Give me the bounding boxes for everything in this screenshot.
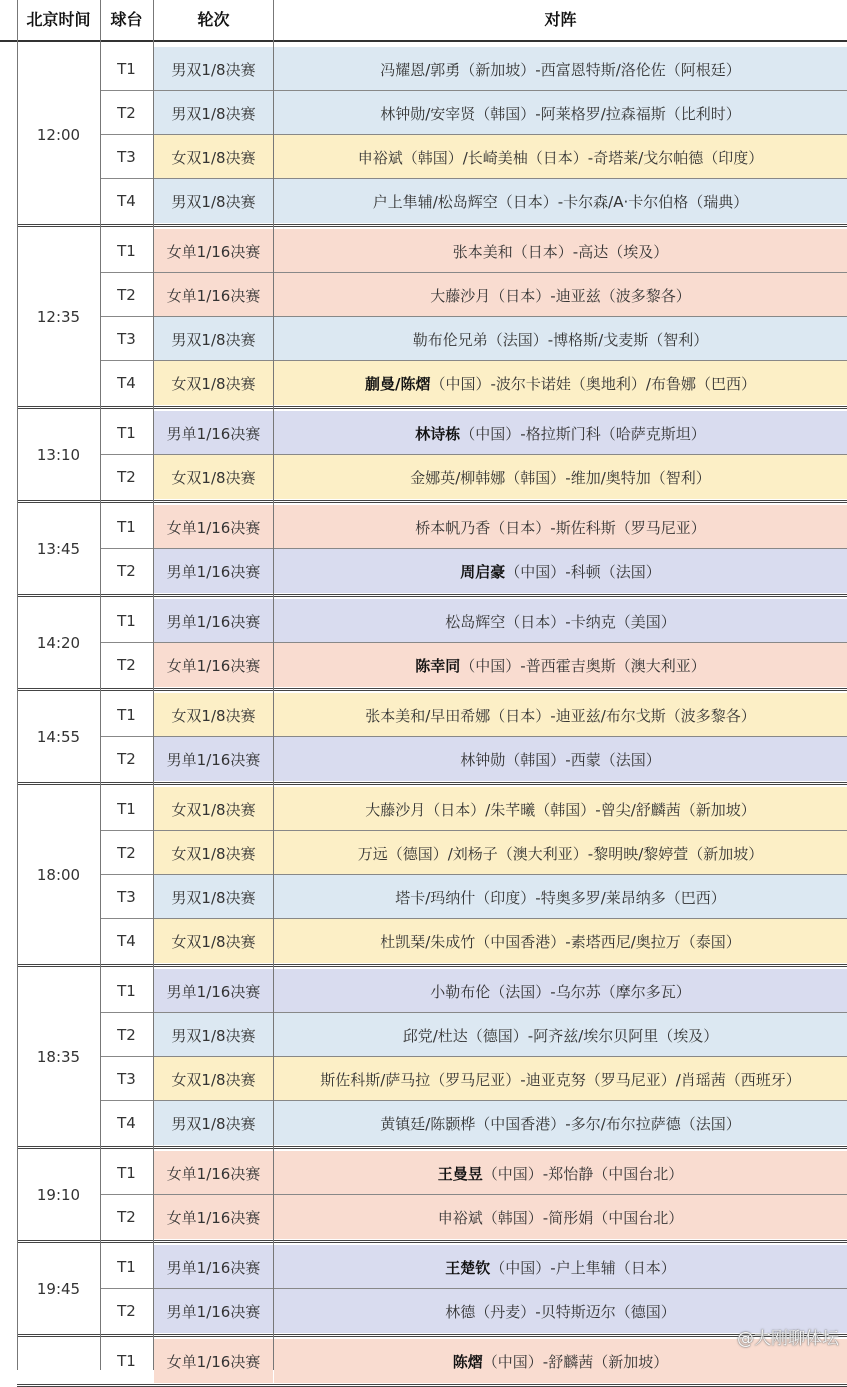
matchup-text: 桥本帆乃香（日本）-斯佐科斯（罗马尼亚） (415, 518, 706, 537)
matchup-text: （中国）-郑怡静（中国台北） (482, 1164, 684, 1183)
round-cell: 男双1/8决赛 (154, 47, 273, 91)
matchup-text: 张本美和（日本）-高达（埃及） (452, 242, 669, 261)
highlighted-player: 周启豪 (460, 562, 506, 581)
table-row (0, 831, 847, 875)
matchup-cell (274, 135, 847, 179)
matchup-text: 申裕斌（韩国）/长崎美柚（日本）-奇塔莱/戈尔帕德（印度） (357, 148, 764, 167)
table-number: T4 (117, 932, 136, 950)
highlighted-player: 蒯曼/陈熠 (365, 374, 431, 393)
table-number: T1 (117, 518, 136, 536)
watermark: @大刚聊体坛 (737, 1329, 839, 1349)
table-row (0, 411, 847, 455)
matchup-text: （中国）-舒麟茜（新加坡） (482, 1352, 669, 1371)
table-number: T2 (117, 468, 136, 486)
time-cell: 18:00 (36, 866, 81, 884)
group-divider (17, 688, 847, 691)
time-group (0, 411, 847, 499)
round-cell: 女双1/8决赛 (154, 831, 273, 875)
matchup-cell (274, 361, 847, 405)
time-cell: 18:35 (36, 1048, 81, 1066)
header-round: 轮次 (197, 10, 230, 29)
matchup-cell (274, 1195, 847, 1239)
table-row (0, 455, 847, 499)
table-row (0, 47, 847, 91)
time-group (0, 1339, 847, 1383)
matchup-text: 小勒布伦（法国）-乌尔苏（摩尔多瓦） (430, 982, 691, 1001)
table-number: T4 (117, 1114, 136, 1132)
round-cell: 男单1/16决赛 (154, 737, 273, 781)
table-row (0, 229, 847, 273)
round-cell: 男双1/8决赛 (154, 875, 273, 919)
table-number: T1 (117, 242, 136, 260)
round-cell: 女双1/8决赛 (154, 919, 273, 963)
time-cell: 12:00 (36, 126, 81, 144)
matchup-text: 户上隼辅/松岛辉空（日本）-卡尔森/A·卡尔伯格（瑞典） (372, 192, 749, 211)
table-number: T1 (117, 1164, 136, 1182)
table-number: T1 (117, 612, 136, 630)
table-row (0, 273, 847, 317)
table-number: T2 (117, 656, 136, 674)
time-group (0, 1151, 847, 1239)
round-cell: 男单1/16决赛 (154, 1245, 273, 1289)
round-cell: 女单1/16决赛 (154, 643, 273, 687)
time-cell: 14:20 (36, 634, 81, 652)
column-divider (273, 0, 274, 1370)
table-row (0, 1013, 847, 1057)
highlighted-player: 陈熠 (452, 1352, 483, 1371)
round-cell: 女双1/8决赛 (154, 1057, 273, 1101)
round-cell: 男单1/16决赛 (154, 411, 273, 455)
table-row (0, 1289, 847, 1333)
matchup-text: （中国）-格拉斯门科（哈萨克斯坦） (460, 424, 706, 443)
round-cell: 男双1/8决赛 (154, 1013, 273, 1057)
matchup-cell (274, 1245, 847, 1289)
time-group (0, 693, 847, 781)
group-divider (17, 500, 847, 503)
matchup-cell (274, 831, 847, 875)
table-row (0, 91, 847, 135)
matchup-cell (274, 273, 847, 317)
table-number: T3 (117, 148, 136, 166)
column-divider (17, 0, 18, 1370)
matchup-text: 林钟勋（韩国）-西蒙（法国） (460, 750, 661, 769)
table-row (0, 505, 847, 549)
round-cell: 女双1/8决赛 (154, 787, 273, 831)
round-cell: 男单1/16决赛 (154, 549, 273, 593)
matchup-text: 黄镇廷/陈颢桦（中国香港）-多尔/布尔拉萨德（法国） (380, 1114, 741, 1133)
table-number: T2 (117, 104, 136, 122)
matchup-cell (274, 693, 847, 737)
matchup-cell (274, 1101, 847, 1145)
header-match: 对阵 (544, 10, 577, 29)
matchup-cell (274, 505, 847, 549)
table-header (0, 0, 847, 42)
matchup-text: 勒布伦兄弟（法国）-博格斯/戈麦斯（智利） (412, 330, 709, 349)
header-time: 北京时间 (26, 10, 91, 29)
matchup-text: （中国）-科顿（法国） (505, 562, 661, 581)
matchup-text: 大藤沙月（日本）-迪亚兹（波多黎各） (430, 286, 691, 305)
table-number: T1 (117, 800, 136, 818)
time-cell: 19:45 (36, 1280, 81, 1298)
round-cell: 女单1/16决赛 (154, 1195, 273, 1239)
table-number: T2 (117, 562, 136, 580)
matchup-cell (274, 549, 847, 593)
matchup-text: 林德（丹麦）-贝特斯迈尔（德国） (445, 1302, 676, 1321)
round-cell: 男单1/16决赛 (154, 599, 273, 643)
matchup-cell (274, 229, 847, 273)
round-cell: 女双1/8决赛 (154, 693, 273, 737)
table-number: T1 (117, 1352, 136, 1370)
round-cell: 女单1/16决赛 (154, 229, 273, 273)
time-group (0, 1245, 847, 1333)
table-number: T2 (117, 1208, 136, 1226)
table-row (0, 643, 847, 687)
matchup-cell (274, 179, 847, 223)
matchup-cell (274, 455, 847, 499)
round-cell: 男双1/8决赛 (154, 317, 273, 361)
table-number: T2 (117, 286, 136, 304)
column-divider (153, 0, 154, 1370)
matchup-text: （中国）-普西霍吉奥斯（澳大利亚） (460, 656, 706, 675)
round-cell: 女双1/8决赛 (154, 135, 273, 179)
table-number: T1 (117, 706, 136, 724)
matchup-cell (274, 599, 847, 643)
table-row (0, 1339, 847, 1383)
matchup-text: 冯耀恩/郭勇（新加坡）-西富恩特斯/洛伦佐（阿根廷） (380, 60, 741, 79)
table-number: T1 (117, 60, 136, 78)
table-row (0, 1151, 847, 1195)
matchup-text: 申裕斌（韩国）-简彤娟（中国台北） (437, 1208, 684, 1227)
round-cell: 女单1/16决赛 (154, 505, 273, 549)
matchup-cell (274, 737, 847, 781)
group-divider (17, 782, 847, 785)
matchup-text: 松岛辉空（日本）-卡纳克（美国） (445, 612, 676, 631)
group-divider (17, 1240, 847, 1243)
time-cell: 14:55 (36, 728, 81, 746)
table-row (0, 1195, 847, 1239)
table-number: T2 (117, 750, 136, 768)
table-row (0, 1057, 847, 1101)
table-row (0, 875, 847, 919)
highlighted-player: 王曼昱 (437, 1164, 483, 1183)
table-number: T1 (117, 982, 136, 1000)
group-divider (17, 406, 847, 409)
column-divider (100, 0, 101, 1370)
table-number: T2 (117, 844, 136, 862)
round-cell: 男双1/8决赛 (154, 91, 273, 135)
matchup-cell (274, 919, 847, 963)
matchup-cell (274, 1057, 847, 1101)
time-group (0, 969, 847, 1145)
time-cell: 13:10 (36, 446, 81, 464)
time-group (0, 787, 847, 963)
table-row (0, 969, 847, 1013)
matchup-text: 林钟勋/安宰贤（韩国）-阿莱格罗/拉森福斯（比利时） (380, 104, 741, 123)
group-divider (17, 1146, 847, 1149)
matchup-text: 万远（德国）/刘杨子（澳大利亚）-黎明映/黎婷萱（新加坡） (357, 844, 764, 863)
table-number: T3 (117, 1070, 136, 1088)
table-row (0, 1101, 847, 1145)
matchup-cell (274, 317, 847, 361)
matchup-text: （中国）-波尔卡诺娃（奥地利）/布鲁娜（巴西） (430, 374, 756, 393)
table-row (0, 549, 847, 593)
matchup-text: 大藤沙月（日本）/朱芊曦（韩国）-曾尖/舒麟茜（新加坡） (365, 800, 756, 819)
table-number: T4 (117, 192, 136, 210)
round-cell: 男双1/8决赛 (154, 179, 273, 223)
group-divider (17, 594, 847, 597)
highlighted-player: 陈幸同 (415, 656, 461, 675)
matchup-text: 金娜英/柳韩娜（韩国）-维加/奥特加（智利） (410, 468, 711, 487)
table-number: T2 (117, 1026, 136, 1044)
time-cell: 13:45 (36, 540, 81, 558)
group-divider (17, 1334, 847, 1337)
time-cell: 12:35 (36, 308, 81, 326)
highlighted-player: 林诗栋 (415, 424, 461, 443)
round-cell: 女双1/8决赛 (154, 361, 273, 405)
table-row (0, 787, 847, 831)
matchup-cell (274, 1151, 847, 1195)
matchup-text: （中国）-户上隼辅（日本） (490, 1258, 676, 1277)
round-cell: 女单1/16决赛 (154, 1339, 273, 1383)
matchup-cell (274, 969, 847, 1013)
table-row (0, 919, 847, 963)
round-cell: 女单1/16决赛 (154, 273, 273, 317)
table-row (0, 599, 847, 643)
table-number: T2 (117, 1302, 136, 1320)
table-row (0, 361, 847, 405)
round-cell: 男双1/8决赛 (154, 1101, 273, 1145)
matchup-cell (274, 411, 847, 455)
round-cell: 男单1/16决赛 (154, 969, 273, 1013)
table-row (0, 135, 847, 179)
matchup-text: 张本美和/早田希娜（日本）-迪亚兹/布尔戈斯（波多黎各） (365, 706, 756, 725)
time-group (0, 505, 847, 593)
time-group (0, 599, 847, 687)
time-cell: 19:10 (36, 1186, 81, 1204)
time-group (0, 47, 847, 223)
table-row (0, 693, 847, 737)
table-number: T4 (117, 374, 136, 392)
matchup-cell (274, 787, 847, 831)
table-number: T1 (117, 424, 136, 442)
table-number: T3 (117, 330, 136, 348)
matchup-cell (274, 91, 847, 135)
matchup-text: 邱党/杜达（德国）-阿齐兹/埃尔贝阿里（埃及） (402, 1026, 719, 1045)
table-number: T1 (117, 1258, 136, 1276)
time-group (0, 229, 847, 405)
group-divider (17, 964, 847, 967)
table-row (0, 179, 847, 223)
matchup-text: 杜凯琹/朱成竹（中国香港）-素塔西尼/奥拉万（泰国） (380, 932, 741, 951)
matchup-cell (274, 47, 847, 91)
table-number: T3 (117, 888, 136, 906)
highlighted-player: 王楚钦 (445, 1258, 491, 1277)
round-cell: 女双1/8决赛 (154, 455, 273, 499)
matchup-text: 斯佐科斯/萨马拉（罗马尼亚）-迪亚克努（罗马尼亚）/肖瑶茜（西班牙） (320, 1070, 801, 1089)
round-cell: 男单1/16决赛 (154, 1289, 273, 1333)
header-table: 球台 (110, 10, 143, 29)
table-row (0, 317, 847, 361)
round-cell: 女单1/16决赛 (154, 1151, 273, 1195)
table-row (0, 1245, 847, 1289)
table-row (0, 737, 847, 781)
group-divider (17, 224, 847, 227)
matchup-cell (274, 1013, 847, 1057)
matchup-cell (274, 643, 847, 687)
matchup-cell (274, 875, 847, 919)
matchup-text: 塔卡/玛纳什（印度）-特奥多罗/莱昂纳多（巴西） (395, 888, 726, 907)
